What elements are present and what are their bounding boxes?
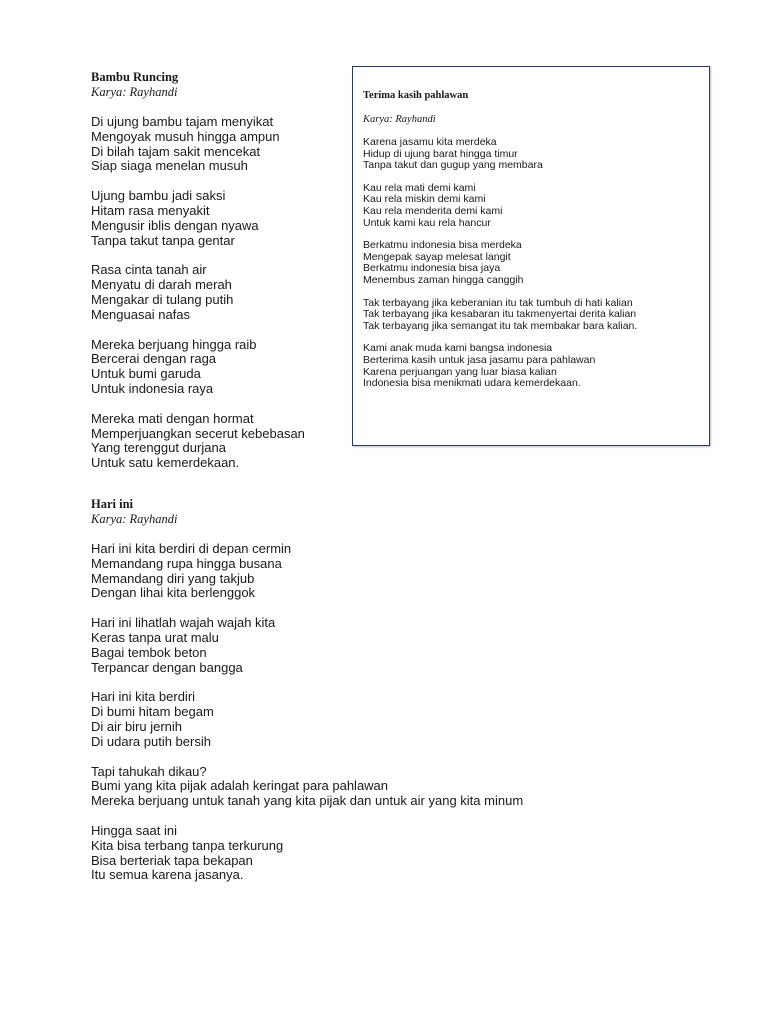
poem-line: Di udara putih bersih — [91, 733, 211, 749]
poem-line: Hari ini kita berdiri di depan cermin — [91, 541, 292, 556]
stanza — [91, 412, 341, 471]
poem-line: Bercerai dengan raga — [91, 351, 217, 367]
poem-title: Hari ini — [91, 497, 134, 511]
poem-author: Karya: Rayhandi — [363, 114, 436, 125]
poem-line: Tanpa takut tanpa gentar — [91, 232, 235, 248]
stanza — [91, 115, 341, 174]
poem-line: Di air biru jernih — [91, 718, 183, 734]
poem-line: Tak terbayang jika kesabaran itu takmenyertai derita kalian — [363, 308, 637, 321]
poem-line: Berterima kasih untuk jasa jasamu para pahlawan — [363, 353, 596, 366]
stanza — [363, 137, 701, 172]
stanza — [91, 263, 341, 322]
poem-line: Yang terenggut durjana — [91, 440, 226, 456]
poem-line: Kita bisa terbang tanpa terkurung — [91, 837, 284, 853]
poem-line: Ujung bambu jadi saksi — [91, 188, 226, 204]
poem-line: Untuk kami kau rela hancur — [363, 216, 491, 229]
poem-author: Karya: Rayhandi — [91, 512, 178, 526]
poem-line: Kau rela miskin demi kami — [363, 193, 486, 206]
poem-line: Berkatmu indonesia bisa merdeka — [363, 239, 522, 252]
poem-line: Dengan lihai kita berlenggok — [91, 585, 256, 601]
poem-line: Mengusir iblis dengan nyawa — [91, 217, 259, 233]
stanza — [363, 343, 701, 389]
poem-line: Mereka berjuang untuk tanah yang kita pijak dan untuk air yang kita minum — [91, 793, 524, 809]
poem-line: Karena perjuangan yang luar biasa kalian — [363, 365, 557, 378]
poem-line: Menyatu di darah merah — [91, 277, 232, 293]
poem-line: Menembus zaman hingga canggih — [363, 273, 524, 286]
poem-line: Di ujung bambu tajam menyikat — [91, 114, 274, 129]
poem-line: Memandang rupa hingga busana — [91, 555, 282, 571]
poem-line: Tak terbayang jika semangat itu tak membakar bara kalian. — [363, 319, 638, 332]
poem-bambu-runcing — [91, 70, 341, 471]
poem-title: Terima kasih pahlawan — [363, 90, 469, 101]
poem-line: Karena jasamu kita merdeka — [363, 136, 497, 148]
poem-line: Kami anak muda kami bangsa indonesia — [363, 342, 553, 355]
poem-line: Mengepak sayap melesat langit — [363, 250, 511, 263]
stanza — [363, 183, 701, 229]
poem-line: Terpancar dengan bangga — [91, 659, 243, 675]
poem-body — [91, 115, 341, 471]
poem-line: Tak terbayang jika keberanian itu tak tumbuh di hati kalian — [363, 296, 633, 309]
poem-line: Bumi yang kita pijak adalah keringat para pahlawan — [91, 778, 389, 794]
stanza — [91, 338, 341, 397]
stanza — [91, 690, 571, 749]
poem-author: Karya: Rayhandi — [91, 85, 178, 99]
poem-line: Berkatmu indonesia bisa jaya — [363, 262, 501, 275]
poem-line: Untuk indonesia raya — [91, 380, 214, 396]
poem-line: Hitam rasa menyakit — [91, 202, 210, 218]
poem-line: Untuk satu kemerdekaan. — [91, 455, 240, 471]
poem-line: Rasa cinta tanah air — [91, 262, 207, 278]
stanza — [363, 298, 701, 333]
poem-line: Itu semua karena jasanya. — [91, 867, 244, 883]
stanza — [91, 824, 571, 883]
poem-line: Menguasai nafas — [91, 306, 191, 322]
poem-line: Memperjuangkan secerut kebebasan — [91, 425, 305, 441]
poem-line: Mereka mati dengan hormat — [91, 410, 254, 426]
poem-box — [352, 66, 710, 446]
poem-line: Di bumi hitam begam — [91, 704, 214, 720]
poem-line: Hari ini lihatlah wajah wajah kita — [91, 615, 276, 631]
poem-line: Keras tanpa urat malu — [91, 629, 219, 645]
poem-line: Tapi tahukah dikau? — [91, 763, 207, 779]
poem-line: Memandang diri yang takjub — [91, 570, 255, 586]
stanza — [363, 240, 701, 286]
poem-line: Hidup di ujung barat hingga timur — [363, 147, 518, 160]
stanza — [91, 765, 571, 809]
poem-hari-ini — [91, 497, 571, 883]
poem-line: Indonesia bisa menikmati udara kemerdekaan. — [363, 377, 581, 390]
poem-terima-kasih-pahlawan — [363, 89, 701, 390]
poem-line: Di bilah tajam sakit mencekat — [91, 143, 261, 159]
poem-line: Siap siaga menelan musuh — [91, 158, 248, 174]
poem-line: Tanpa takut dan gugup yang membara — [363, 159, 543, 172]
poem-line: Hari ini kita berdiri — [91, 689, 196, 705]
poem-line: Hingga saat ini — [91, 822, 177, 838]
poem-line: Mengoyak musuh hingga ampun — [91, 128, 280, 144]
poem-line: Bagai tembok beton — [91, 644, 207, 660]
stanza — [91, 189, 341, 248]
poem-title: Bambu Runcing — [91, 70, 179, 84]
poem-line: Kau rela mati demi kami — [363, 181, 476, 194]
poem-line: Kau rela menderita demi kami — [363, 204, 503, 217]
poem-line: Bisa berteriak tapa bekapan — [91, 852, 253, 868]
poem-line: Untuk bumi garuda — [91, 366, 201, 382]
poem-body — [363, 137, 701, 390]
stanza — [91, 542, 571, 601]
poem-body — [91, 542, 571, 883]
poem-line: Mereka berjuang hingga raib — [91, 336, 257, 352]
stanza — [91, 616, 571, 675]
poem-line: Mengakar di tulang putih — [91, 291, 234, 307]
